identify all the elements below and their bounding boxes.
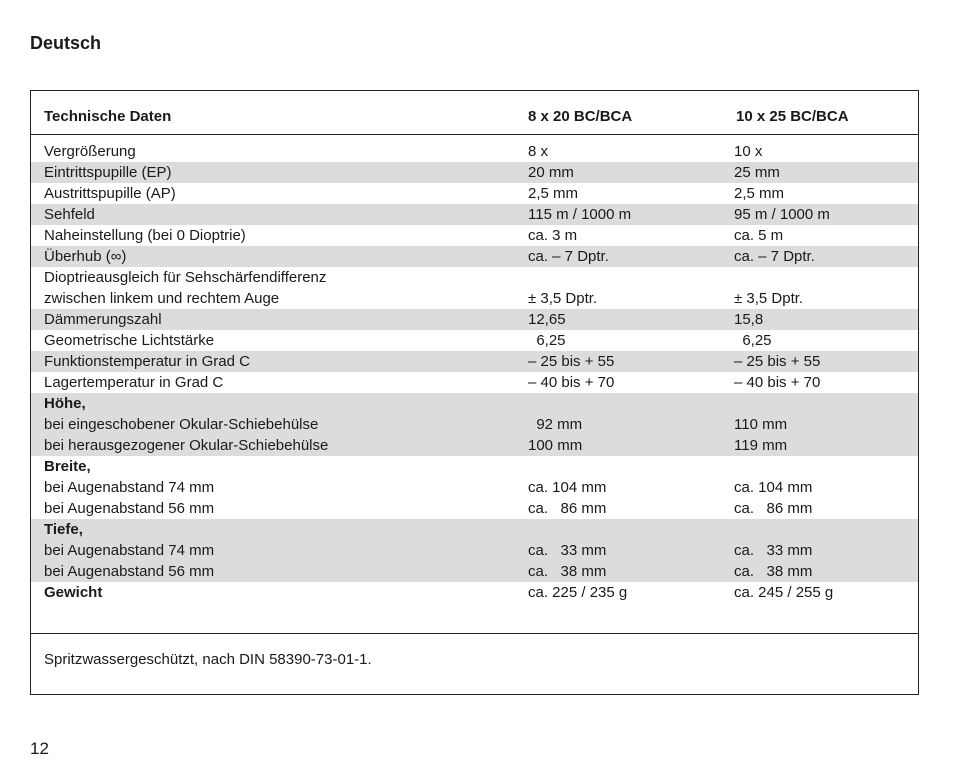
row-label: Breite, xyxy=(44,458,91,475)
value-10x25: ca. 104 mm xyxy=(734,479,813,496)
value-10x25: ± 3,5 Dptr. xyxy=(734,290,804,307)
row-label: Höhe, xyxy=(44,395,86,412)
header-technical-data: Technische Daten xyxy=(44,108,172,125)
row-label: Funktionstemperatur in Grad C xyxy=(44,353,250,370)
value-10x25: ca. 38 mm xyxy=(734,563,813,580)
value-8x20: ± 3,5 Dptr. xyxy=(528,290,598,307)
value-10x25: ca. 86 mm xyxy=(734,500,813,517)
row-label: bei Augenabstand 56 mm xyxy=(44,500,215,517)
row-label: Überhub (∞) xyxy=(44,248,127,265)
value-10x25: ca. – 7 Dptr. xyxy=(734,248,815,265)
footnote-divider xyxy=(31,633,918,634)
table-row xyxy=(31,225,918,246)
row-label: Sehfeld xyxy=(44,206,95,223)
row-label: Eintrittspupille (EP) xyxy=(44,164,172,181)
value-8x20: ca. 225 / 235 g xyxy=(528,584,628,601)
value-10x25: 15,8 xyxy=(734,311,764,328)
table-row xyxy=(31,414,918,435)
row-label: Naheinstellung (bei 0 Dioptrie) xyxy=(44,227,246,244)
table-header-row xyxy=(31,91,918,135)
value-8x20: 20 mm xyxy=(528,164,574,181)
row-label: Lagertemperatur in Grad C xyxy=(44,374,224,391)
row-label: bei Augenabstand 56 mm xyxy=(44,563,215,580)
value-8x20: ca. 33 mm xyxy=(528,542,607,559)
value-8x20: ca. 104 mm xyxy=(528,479,607,496)
value-10x25: 110 mm xyxy=(734,416,788,433)
value-10x25: 95 m / 1000 m xyxy=(734,206,830,223)
table-row xyxy=(31,162,918,183)
table-row xyxy=(31,393,918,414)
table-row xyxy=(31,456,918,477)
value-10x25: ca. 5 m xyxy=(734,227,784,244)
value-8x20: ca. – 7 Dptr. xyxy=(528,248,609,265)
table-row xyxy=(31,267,918,288)
value-10x25: 10 x xyxy=(734,143,763,160)
row-label: bei Augenabstand 74 mm xyxy=(44,542,215,559)
row-label: Gewicht xyxy=(44,584,103,601)
page-number: 12 xyxy=(30,739,49,758)
table-body xyxy=(31,141,918,603)
value-10x25: 2,5 mm xyxy=(734,185,785,202)
row-label: Dioptrieausgleich für Sehschärfendifferenz xyxy=(44,269,327,286)
table-row xyxy=(31,309,918,330)
value-8x20: 2,5 mm xyxy=(528,185,579,202)
value-10x25: ca. 245 / 255 g xyxy=(734,584,834,601)
table-row xyxy=(31,477,918,498)
value-10x25: 6,25 xyxy=(734,332,772,349)
table-row xyxy=(31,498,918,519)
value-8x20: 100 mm xyxy=(528,437,583,454)
table-row xyxy=(31,183,918,204)
value-10x25: – 25 bis + 55 xyxy=(734,353,821,370)
section-language-heading: Deutsch xyxy=(30,33,102,53)
value-8x20: – 25 bis + 55 xyxy=(528,353,615,370)
row-label: Austrittspupille (AP) xyxy=(44,185,176,202)
value-8x20: ca. 38 mm xyxy=(528,563,607,580)
table-row xyxy=(31,519,918,540)
header-model-8x20: 8 x 20 BC/BCA xyxy=(528,108,633,125)
table-row xyxy=(31,204,918,225)
value-8x20: 12,65 xyxy=(528,311,566,328)
table-row xyxy=(31,246,918,267)
value-8x20: 92 mm xyxy=(528,416,583,433)
value-8x20: 115 m / 1000 m xyxy=(528,206,632,223)
header-model-10x25: 10 x 25 BC/BCA xyxy=(736,108,849,125)
row-label: Geometrische Lichtstärke xyxy=(44,332,215,349)
row-label: zwischen linkem und rechtem Auge xyxy=(44,290,280,307)
technical-data-table xyxy=(30,90,919,695)
table-row xyxy=(31,351,918,372)
table-row xyxy=(31,540,918,561)
table-row xyxy=(31,141,918,162)
table-row xyxy=(31,582,918,603)
row-label: bei herausgezogener Okular-Schiebehülse xyxy=(44,437,329,454)
table-row xyxy=(31,372,918,393)
value-10x25: ca. 33 mm xyxy=(734,542,813,559)
row-label: Tiefe, xyxy=(44,521,83,538)
table-row xyxy=(31,435,918,456)
row-label: bei eingeschobener Okular-Schiebehülse xyxy=(44,416,319,433)
value-10x25: 119 mm xyxy=(734,437,788,454)
table-footnote: Spritzwassergeschützt, nach DIN 58390-73-01-1. xyxy=(44,651,372,668)
value-8x20: 6,25 xyxy=(528,332,566,349)
value-8x20: – 40 bis + 70 xyxy=(528,374,615,391)
value-10x25: 25 mm xyxy=(734,164,780,181)
value-8x20: ca. 86 mm xyxy=(528,500,607,517)
value-8x20: ca. 3 m xyxy=(528,227,578,244)
row-label: bei Augenabstand 74 mm xyxy=(44,479,215,496)
table-row xyxy=(31,288,918,309)
row-label: Dämmerungszahl xyxy=(44,311,162,328)
row-label: Vergrößerung xyxy=(44,143,136,160)
table-row xyxy=(31,561,918,582)
table-row xyxy=(31,330,918,351)
value-8x20: 8 x xyxy=(528,143,549,160)
value-10x25: – 40 bis + 70 xyxy=(734,374,821,391)
